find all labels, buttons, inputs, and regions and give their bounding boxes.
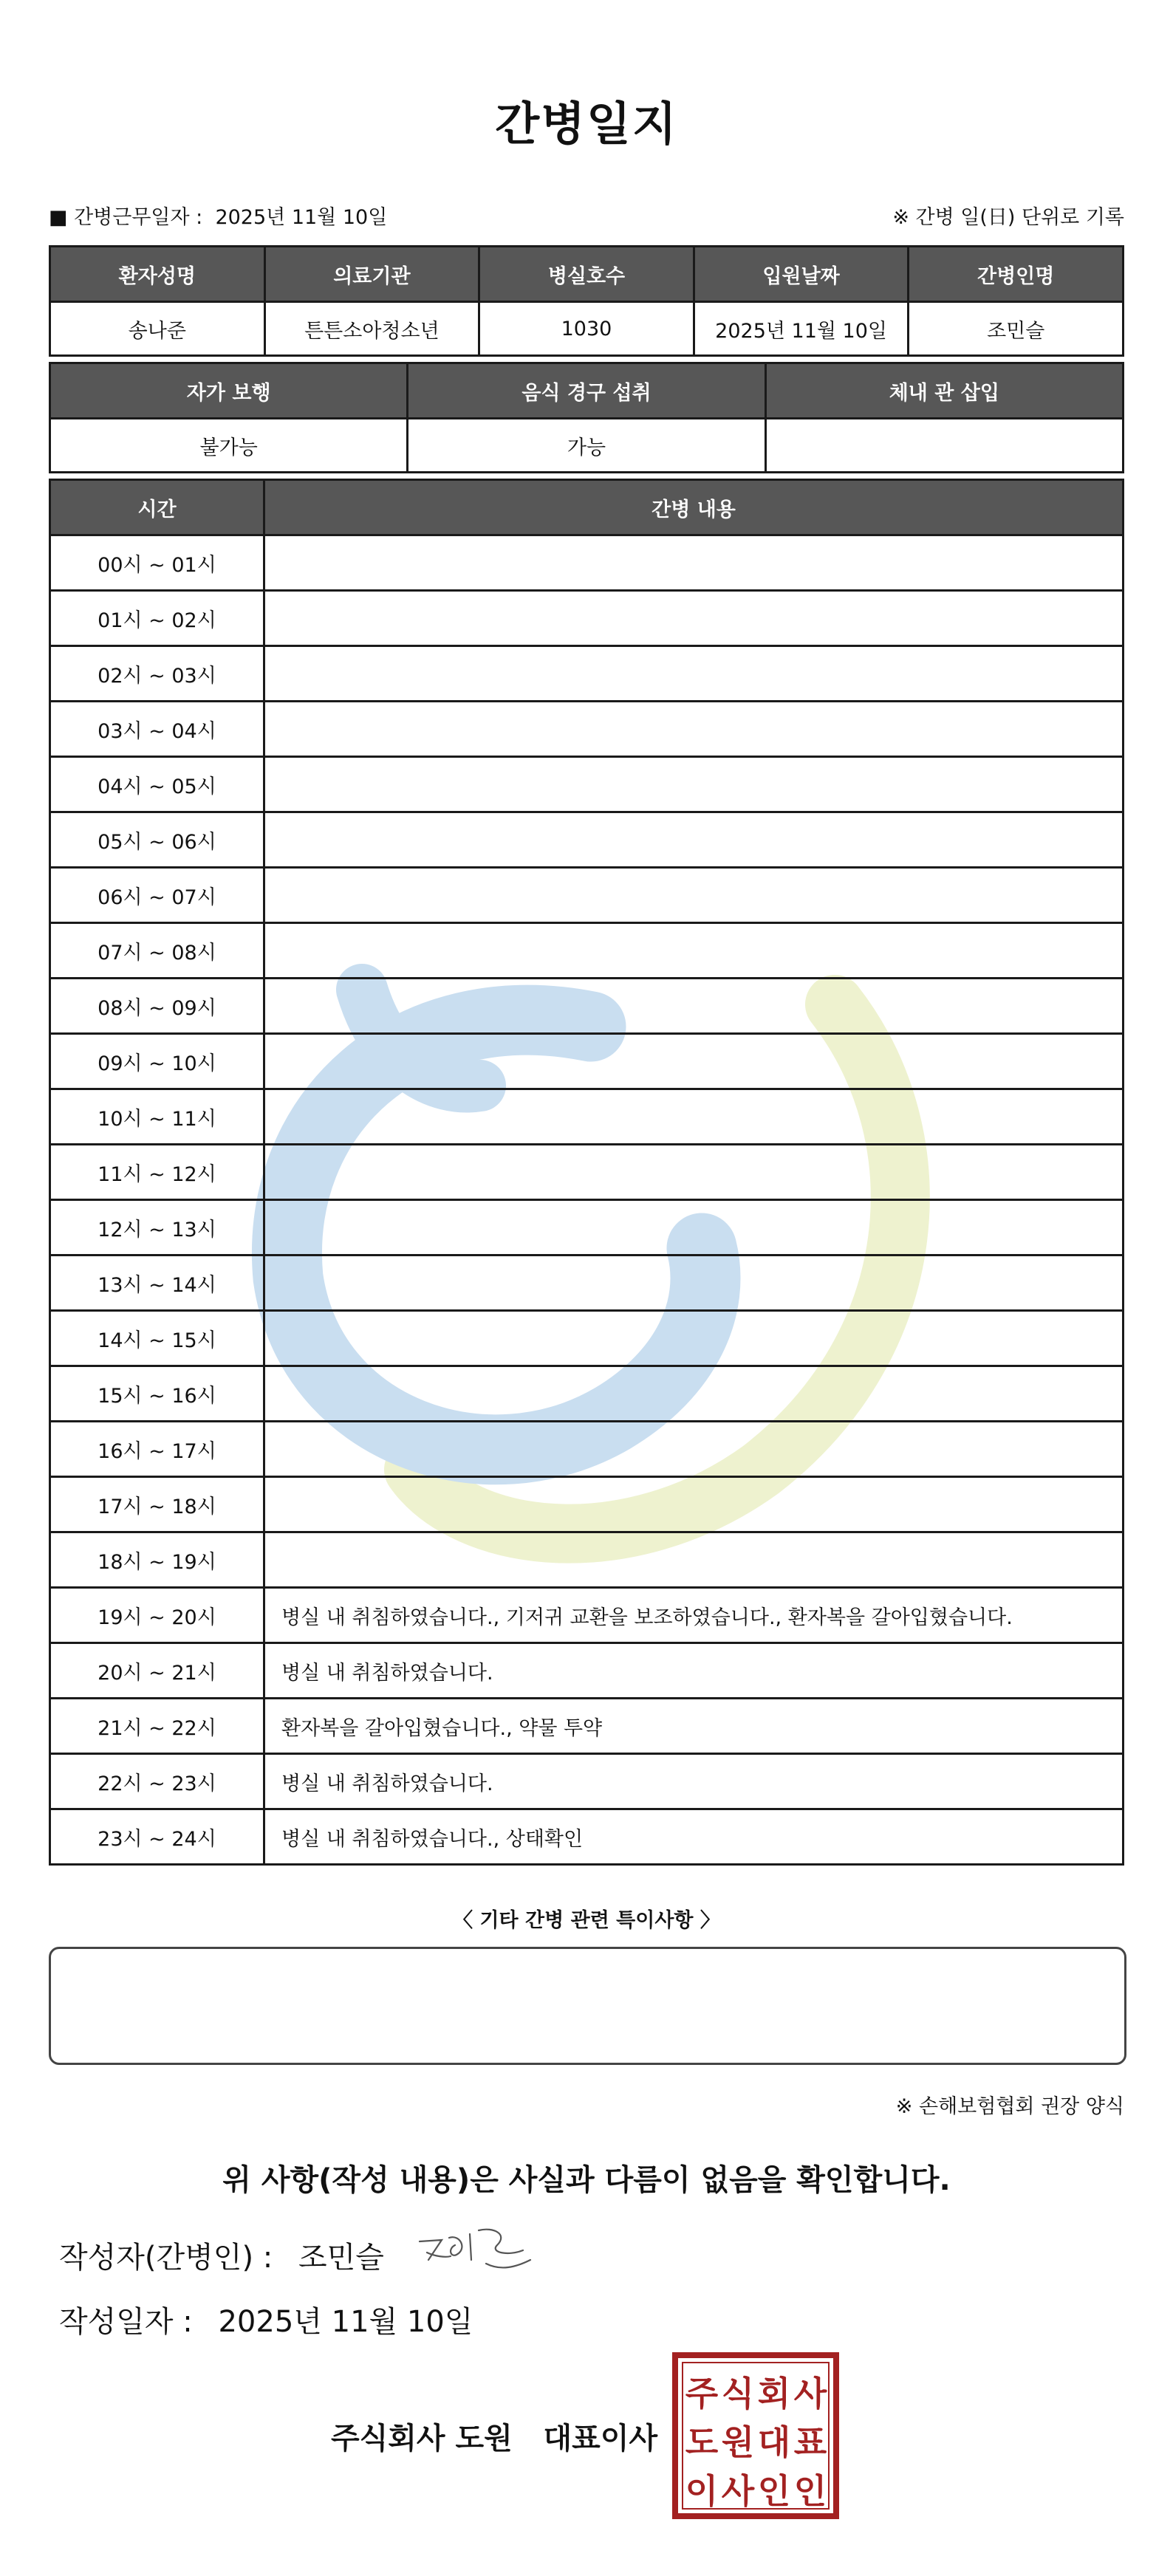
unit-note: ※ 간병 일(日) 단위로 기록 <box>892 206 1124 229</box>
care-content-cell <box>264 702 1124 757</box>
care-content-cell: 병실 내 취침하였습니다., 기저귀 교환을 보조하였습니다., 환자복을 갈아입혔습니다. <box>264 1588 1124 1643</box>
time-slot-cell: 16시 ~ 17시 <box>50 1422 264 1477</box>
care-content-cell <box>264 868 1124 923</box>
care-log-row <box>50 535 1124 591</box>
work-date <box>49 201 387 230</box>
time-slot-cell: 18시 ~ 19시 <box>50 1532 264 1588</box>
document-title: 간병일지 <box>495 97 678 151</box>
time-slot-cell: 11시 ~ 12시 <box>50 1145 264 1200</box>
oral-intake-cell: 가능 <box>408 419 765 473</box>
seal-glyph: 식 <box>721 2374 755 2414</box>
care-log-row <box>50 646 1124 702</box>
time-slot-cell: 00시 ~ 01시 <box>50 535 264 591</box>
care-log-table <box>49 479 1124 1866</box>
care-log-row <box>50 1477 1124 1532</box>
care-log-row <box>50 1089 1124 1145</box>
seal-glyph: 사 <box>721 2471 755 2511</box>
written-date-row <box>59 2298 473 2340</box>
patient-status-table <box>49 362 1124 473</box>
time-slot-cell: 21시 ~ 22시 <box>50 1699 264 1754</box>
care-content-cell: 병실 내 취침하였습니다., 상태확인 <box>264 1809 1124 1865</box>
seal-glyph: 인 <box>793 2471 827 2511</box>
time-slot-cell: 14시 ~ 15시 <box>50 1311 264 1366</box>
care-content-cell <box>264 1200 1124 1256</box>
time-slot-cell: 10시 ~ 11시 <box>50 1089 264 1145</box>
header-caregiver-name: 간병인명 <box>909 247 1124 302</box>
time-slot-cell: 23시 ~ 24시 <box>50 1809 264 1865</box>
seal-glyph: 회 <box>757 2374 791 2414</box>
time-slot-cell: 13시 ~ 14시 <box>50 1256 264 1311</box>
caregiver-name-cell: 조민슬 <box>909 302 1124 356</box>
writer-name: 조민슬 <box>298 2241 384 2275</box>
care-content-cell: 병실 내 취침하였습니다. <box>264 1643 1124 1699</box>
care-log-row <box>50 591 1124 646</box>
care-log-row <box>50 812 1124 868</box>
care-log-row <box>50 702 1124 757</box>
patient-info-values <box>50 302 1124 356</box>
work-date-value: 2025년 11월 10일 <box>215 206 388 229</box>
care-log-row <box>50 1256 1124 1311</box>
care-log-row <box>50 1311 1124 1366</box>
remarks-box <box>49 1947 1126 2065</box>
time-slot-cell: 20시 ~ 21시 <box>50 1643 264 1699</box>
seal-glyph: 원 <box>721 2422 755 2462</box>
care-content-cell: 병실 내 취침하였습니다. <box>264 1754 1124 1809</box>
care-content-cell <box>264 1089 1124 1145</box>
header-patient-name: 환자성명 <box>50 247 265 302</box>
care-log-header <box>50 480 1124 535</box>
care-content-cell <box>264 979 1124 1034</box>
seal-glyph: 도 <box>685 2422 719 2462</box>
care-log-row <box>50 1643 1124 1699</box>
patient-info-table <box>49 245 1124 357</box>
patient-status-values <box>50 419 1124 473</box>
tube-insertion-cell <box>765 419 1123 473</box>
care-content-cell <box>264 1366 1124 1422</box>
header-oral-intake: 음식 경구 섭취 <box>408 363 765 419</box>
care-log-row <box>50 1532 1124 1588</box>
patient-info-header <box>50 247 1124 302</box>
care-log-row <box>50 1699 1124 1754</box>
time-slot-cell: 03시 ~ 04시 <box>50 702 264 757</box>
seal-glyph: 주 <box>685 2374 719 2414</box>
writer-row <box>59 2234 384 2276</box>
care-content-cell <box>264 591 1124 646</box>
care-log-row <box>50 979 1124 1034</box>
care-content-cell <box>264 1532 1124 1588</box>
care-log-row <box>50 1145 1124 1200</box>
care-content-cell <box>264 1034 1124 1089</box>
care-log-row <box>50 1809 1124 1865</box>
time-slot-cell: 07시 ~ 08시 <box>50 923 264 979</box>
care-content-cell <box>264 1422 1124 1477</box>
company-representative: 주식회사 도원 대표이사 <box>331 2422 658 2456</box>
seal-glyph: 사 <box>793 2374 827 2414</box>
self-walking-cell: 불가능 <box>50 419 408 473</box>
time-slot-cell: 19시 ~ 20시 <box>50 1588 264 1643</box>
header-admission-date: 입원날짜 <box>694 247 909 302</box>
remarks-title: 〈 기타 간병 관련 특이사항 〉 <box>453 1909 720 1932</box>
header-room-number: 병실호수 <box>479 247 694 302</box>
time-slot-cell: 12시 ~ 13시 <box>50 1200 264 1256</box>
care-log-row <box>50 868 1124 923</box>
care-content-cell <box>264 646 1124 702</box>
header-tube-insertion: 체내 관 삽입 <box>765 363 1123 419</box>
care-log-row <box>50 1034 1124 1089</box>
care-content-cell <box>264 812 1124 868</box>
care-content-cell <box>264 535 1124 591</box>
work-date-row <box>49 201 1124 230</box>
care-content-cell <box>264 1256 1124 1311</box>
written-date-label: 작성일자 : <box>59 2305 193 2339</box>
patient-name-cell: 송나준 <box>50 302 265 356</box>
time-slot-cell: 22시 ~ 23시 <box>50 1754 264 1809</box>
time-slot-cell: 15시 ~ 16시 <box>50 1366 264 1422</box>
header-care-content: 간병 내용 <box>264 480 1124 535</box>
time-slot-cell: 05시 ~ 06시 <box>50 812 264 868</box>
care-content-cell <box>264 923 1124 979</box>
company-seal <box>672 2352 839 2519</box>
source-note: ※ 손해보험협회 권장 양식 <box>895 2095 1124 2118</box>
care-log-row <box>50 1422 1124 1477</box>
care-log-row <box>50 1588 1124 1643</box>
header-self-walking: 자가 보행 <box>50 363 408 419</box>
seal-glyph: 대 <box>757 2422 791 2462</box>
time-slot-cell: 01시 ~ 02시 <box>50 591 264 646</box>
care-log-row <box>50 757 1124 812</box>
seal-glyph: 표 <box>793 2422 827 2462</box>
header-time: 시간 <box>50 480 264 535</box>
time-slot-cell: 08시 ~ 09시 <box>50 979 264 1034</box>
care-content-cell: 환자복을 갈아입혔습니다., 약물 투약 <box>264 1699 1124 1754</box>
care-log-row <box>50 1754 1124 1809</box>
writer-label: 작성자(간병인) : <box>59 2241 273 2275</box>
room-number-cell: 1030 <box>479 302 694 356</box>
hospital-cell: 튼튼소아청소년 <box>264 302 479 356</box>
written-date-value: 2025년 11월 10일 <box>218 2305 473 2339</box>
seal-glyph: 인 <box>757 2471 791 2511</box>
care-log-row <box>50 923 1124 979</box>
patient-status-header <box>50 363 1124 419</box>
time-slot-cell: 02시 ~ 03시 <box>50 646 264 702</box>
time-slot-cell: 06시 ~ 07시 <box>50 868 264 923</box>
admission-date-cell: 2025년 11월 10일 <box>694 302 909 356</box>
time-slot-cell: 17시 ~ 18시 <box>50 1477 264 1532</box>
header-hospital: 의료기관 <box>264 247 479 302</box>
care-content-cell <box>264 1477 1124 1532</box>
work-date-label: ■ 간병근무일자 : <box>49 206 203 229</box>
handwritten-signature <box>405 2219 538 2286</box>
time-slot-cell: 09시 ~ 10시 <box>50 1034 264 1089</box>
care-content-cell <box>264 757 1124 812</box>
care-log-row <box>50 1200 1124 1256</box>
care-content-cell <box>264 1311 1124 1366</box>
seal-glyph: 이 <box>685 2471 719 2511</box>
time-slot-cell: 04시 ~ 05시 <box>50 757 264 812</box>
care-log-row <box>50 1366 1124 1422</box>
confirmation-statement: 위 사항(작성 내용)은 사실과 다름이 없음을 확인합니다. <box>222 2163 951 2197</box>
care-content-cell <box>264 1145 1124 1200</box>
